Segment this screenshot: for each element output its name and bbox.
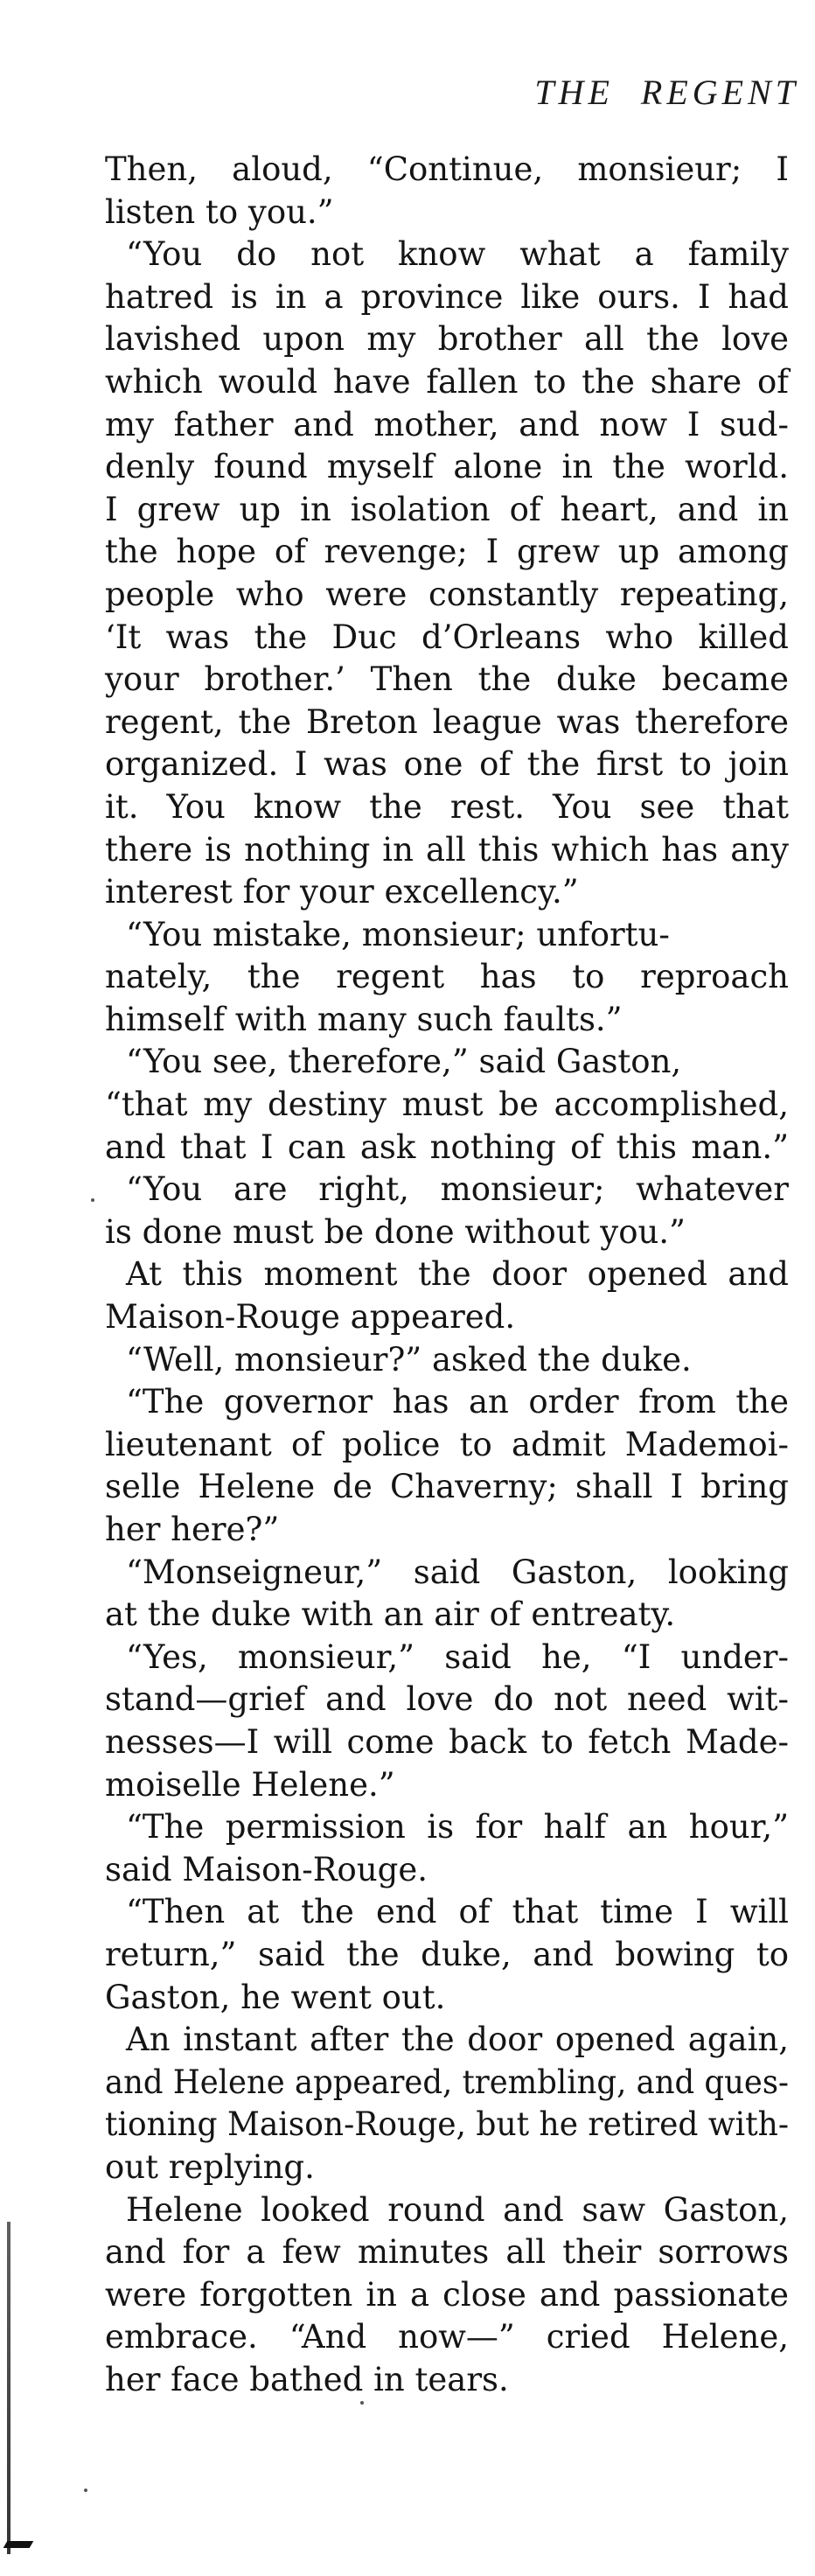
text-line-content: “Well, monsieur?” asked the duke.	[126, 1340, 692, 1379]
text-line-content: “Monseigneur,” said Gaston, looking	[126, 1553, 789, 1591]
text-line-content: “that my destiny must be accomplished,	[105, 1086, 789, 1124]
text-line-content: lieutenant of police to admit Mademoi-	[105, 1425, 789, 1463]
text-line-content: there is nothing in all this which has any	[105, 830, 789, 869]
text-line	[105, 446, 789, 489]
text-line	[105, 1637, 789, 1679]
text-line	[105, 2359, 789, 2402]
text-line-content: nesses—I will come back to fetch Made-	[105, 1722, 789, 1761]
text-line	[105, 1764, 789, 1807]
text-line	[105, 1466, 789, 1509]
text-line	[105, 1084, 789, 1127]
text-line-content: “You mistake, monsieur; unfortu-	[126, 915, 670, 953]
text-line	[105, 1679, 789, 1721]
text-line	[105, 2189, 789, 2232]
text-line	[105, 1509, 789, 1552]
text-line-content: hatred is in a province like ours. I had	[105, 277, 789, 316]
text-line-content: your brother.’ Then the duke became	[105, 660, 789, 699]
text-line	[105, 192, 789, 234]
text-line-content: An instant after the door opened again,	[126, 2021, 789, 2059]
text-line	[105, 999, 789, 1042]
running-head: THE REGENT	[534, 73, 799, 112]
binding-edge-mark	[7, 2222, 10, 2554]
text-line-content: I grew up in isolation of heart, and in	[105, 490, 789, 528]
text-line-content: At this moment the door opened and	[126, 1255, 789, 1294]
text-line-content: regent, the Breton league was therefore	[105, 702, 789, 741]
text-line	[105, 2147, 789, 2189]
text-line-content: selle Helene de Chaverny; shall I bring	[105, 1468, 789, 1506]
text-line	[105, 1041, 789, 1084]
text-line-content: return,” said the duke, and bowing to	[105, 1935, 789, 1973]
text-line	[105, 1806, 789, 1849]
text-line	[105, 1127, 789, 1169]
text-line-content: lavished upon my brother all the love	[105, 320, 789, 359]
text-line	[105, 1552, 789, 1595]
text-line	[105, 1296, 789, 1339]
text-line	[105, 234, 789, 276]
text-line-content: which would have fallen to the share of	[105, 362, 789, 401]
text-line-content: “You do not know what a family	[126, 235, 789, 274]
text-line	[105, 1721, 789, 1764]
text-line-content: moiselle Helene.”	[105, 1765, 395, 1804]
text-line	[105, 914, 789, 957]
text-line	[105, 1381, 789, 1424]
text-line	[105, 659, 789, 702]
text-line-content: “You see, therefore,” said Gaston,	[126, 1043, 682, 1081]
paper-speck	[84, 2489, 87, 2492]
text-line-content: people who were constantly repeating,	[105, 575, 789, 613]
paper-speck	[91, 1198, 94, 1202]
text-line-content: Gaston, he went out.	[105, 1978, 446, 2016]
text-line-content: her face bathed in tears.	[105, 2360, 509, 2398]
text-line-content: Helene looked round and saw Gaston,	[126, 2190, 789, 2229]
text-line	[105, 871, 789, 914]
text-line	[105, 702, 789, 744]
text-line	[105, 1424, 789, 1467]
text-line	[105, 1594, 789, 1637]
text-line-content: listen to you.”	[105, 192, 334, 231]
text-line-content: and for a few minutes all their sorrows	[105, 2233, 789, 2272]
text-line	[105, 786, 789, 829]
text-line	[105, 2231, 789, 2274]
text-line	[105, 1977, 789, 2020]
text-line-content: it. You know the rest. You see that	[105, 787, 789, 826]
text-line-content: organized. I was one of the first to join	[105, 745, 789, 784]
text-line-content: and Helene appeared, trembling, and ques-	[105, 2063, 789, 2101]
text-line-content: ‘It was the Duc d’Orleans who killed	[105, 618, 789, 656]
body-text	[105, 149, 789, 2401]
text-line	[105, 149, 789, 192]
text-line	[105, 361, 789, 404]
binding-edge-foot	[3, 2541, 34, 2548]
text-line-content: himself with many such faults.”	[105, 1000, 623, 1038]
text-line-content: said Maison-Rouge.	[105, 1850, 428, 1888]
text-line-content: Maison-Rouge appeared.	[105, 1298, 516, 1337]
text-line	[105, 574, 789, 617]
text-line	[105, 318, 789, 361]
text-line-content: “The permission is for half an hour,”	[126, 1808, 789, 1846]
text-line	[105, 1934, 789, 1977]
text-line	[105, 276, 789, 319]
text-line	[105, 2062, 789, 2105]
text-line	[105, 956, 789, 999]
text-line	[105, 2019, 789, 2062]
text-line	[105, 2274, 789, 2317]
text-line	[105, 2104, 789, 2147]
text-line-content: “The governor has an order from the	[126, 1383, 789, 1421]
text-line-content: nately, the regent has to reproach	[105, 958, 789, 996]
text-line-content: out replying.	[105, 2147, 315, 2186]
text-line	[105, 531, 789, 574]
text-line	[105, 743, 789, 786]
text-line-content: is done must be done without you.”	[105, 1212, 686, 1251]
text-line-content: my father and mother, and now I sud-	[105, 405, 789, 443]
text-line	[105, 1339, 789, 1382]
text-line	[105, 829, 789, 872]
text-line-content: Then, aloud, “Continue, monsieur; I	[105, 150, 789, 188]
text-line	[105, 1253, 789, 1296]
text-line-content: interest for your excellency.”	[105, 873, 579, 911]
text-line	[105, 489, 789, 532]
paper-speck	[360, 2401, 364, 2405]
text-line	[105, 617, 789, 660]
text-line-content: embrace. “And now—” cried Helene,	[105, 2318, 789, 2356]
text-line	[105, 2316, 789, 2359]
text-line-content: tioning Maison-Rouge, but he retired with-	[105, 2105, 789, 2144]
text-line-content: and that I can ask nothing of this man.”	[105, 1127, 789, 1166]
text-line	[105, 1891, 789, 1934]
text-line	[105, 1849, 789, 1892]
text-line-content: “Yes, monsieur,” said he, “I under-	[126, 1637, 789, 1676]
text-line-content: her here?”	[105, 1511, 280, 1548]
text-line-content: were forgotten in a close and passionate	[105, 2275, 789, 2314]
text-line-content: stand—grief and love do not need wit-	[105, 1680, 789, 1719]
text-line-content: at the duke with an air of entreaty.	[105, 1595, 676, 1634]
text-line	[105, 1211, 789, 1254]
text-line	[105, 1169, 789, 1211]
text-line-content: denly found myself alone in the world.	[105, 448, 789, 486]
text-line-content: “You are right, monsieur; whatever	[126, 1170, 789, 1209]
text-line-content: the hope of revenge; I grew up among	[105, 533, 789, 571]
text-line	[105, 404, 789, 447]
text-line-content: “Then at the end of that time I will	[126, 1893, 789, 1931]
